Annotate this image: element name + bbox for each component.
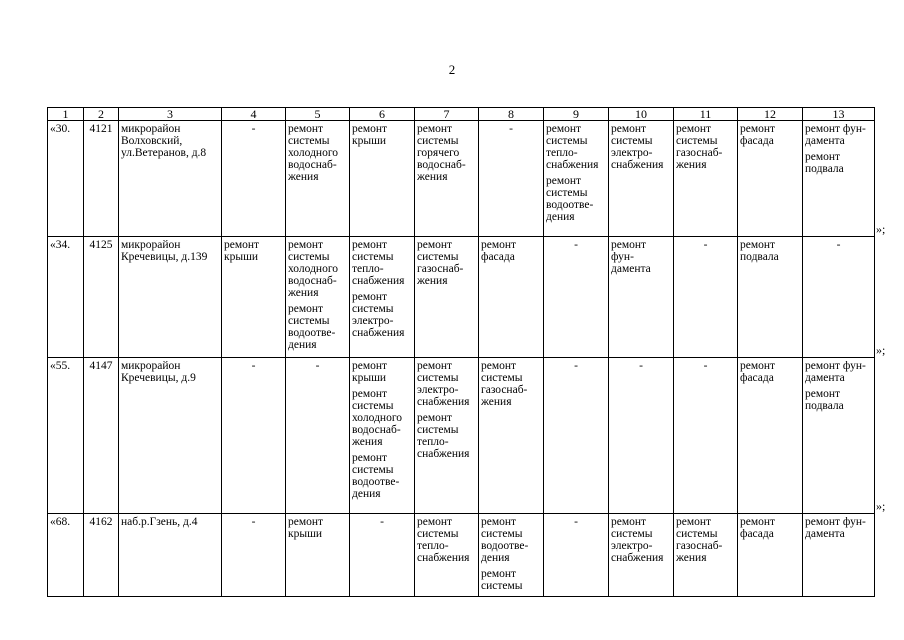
column-header-11: 11	[674, 108, 738, 121]
work-item: ремонт фун-дамента	[611, 239, 651, 275]
work-cell-c12	[738, 358, 803, 514]
work-item: ремонт фасада	[740, 123, 776, 147]
work-cell-c4: -	[222, 358, 286, 514]
work-cell-c9: -	[544, 514, 609, 597]
work-item: ремонт системы газоснаб-жения	[417, 239, 464, 287]
work-cell-c9: -	[544, 358, 609, 514]
work-item: ремонт системы газоснаб-жения	[676, 123, 723, 171]
work-cell-c8: -	[479, 121, 544, 237]
work-cell-c6	[350, 358, 415, 514]
row-number-cell: «68.	[48, 514, 84, 597]
column-header-4: 4	[222, 108, 286, 121]
work-cell-c9: -	[544, 237, 609, 358]
work-item: ремонт системы электро-снабжения	[611, 123, 664, 171]
work-cell-c11: -	[674, 237, 738, 358]
column-header-5: 5	[286, 108, 350, 121]
work-cell-c8	[479, 358, 544, 514]
work-item: ремонт системы тепло-снабжения	[546, 123, 599, 171]
table-row	[48, 514, 875, 597]
work-cell-c7	[415, 237, 479, 358]
work-item: ремонт системы горячего водоснаб-жения	[417, 123, 466, 183]
work-item: ремонт фасада	[740, 360, 776, 384]
work-item: ремонт системы электро-снабжения	[352, 291, 405, 339]
work-item: ремонт фун-дамента	[805, 516, 866, 540]
work-item: ремонт крыши	[288, 516, 324, 540]
row-end-marker: »;	[876, 222, 886, 236]
table-body	[48, 121, 875, 597]
work-item: ремонт фасада	[481, 239, 517, 263]
work-cell-c10	[609, 514, 674, 597]
table-row	[48, 358, 875, 514]
work-item: ремонт системы холодного водоснаб-жения	[288, 239, 339, 299]
column-header-10: 10	[609, 108, 674, 121]
work-cell-c4: -	[222, 121, 286, 237]
column-header-2: 2	[84, 108, 119, 121]
address-cell: микрорайон Волховский, ул.Ветеранов, д.8	[119, 121, 222, 237]
work-item: ремонт системы	[481, 568, 523, 592]
house-code-cell: 4147	[84, 358, 119, 514]
work-cell-c7	[415, 121, 479, 237]
work-cell-c10	[609, 237, 674, 358]
row-end-marker: »;	[876, 343, 886, 357]
work-cell-c6: -	[350, 514, 415, 597]
work-item: ремонт системы газоснаб-жения	[676, 516, 723, 564]
column-header-3: 3	[119, 108, 222, 121]
work-item: ремонт фун-дамента	[805, 360, 866, 384]
header-row	[48, 108, 875, 121]
work-cell-c10	[609, 121, 674, 237]
work-item: ремонт системы водоотве-дения	[288, 303, 336, 351]
work-cell-c6	[350, 237, 415, 358]
work-item: ремонт подвала	[805, 151, 844, 175]
column-header-9: 9	[544, 108, 609, 121]
work-cell-c11	[674, 121, 738, 237]
address-cell: микрорайон Кречевицы, д.139	[119, 237, 222, 358]
work-item: ремонт системы газоснаб-жения	[481, 360, 528, 408]
row-number-cell: «34.	[48, 237, 84, 358]
work-cell-c13	[803, 514, 875, 597]
work-item: ремонт системы водоотве-дения	[546, 175, 594, 223]
work-cell-c11: -	[674, 358, 738, 514]
work-cell-c9	[544, 121, 609, 237]
work-cell-c8	[479, 514, 544, 597]
work-item: ремонт системы водоотве-дения	[352, 452, 400, 500]
column-header-1: 1	[48, 108, 84, 121]
work-cell-c4	[222, 237, 286, 358]
work-item: ремонт крыши	[352, 360, 388, 384]
work-item: ремонт подвала	[740, 239, 779, 263]
work-item: ремонт системы тепло-снабжения	[417, 412, 470, 460]
work-cell-c7	[415, 358, 479, 514]
work-cell-c5	[286, 514, 350, 597]
work-item: ремонт системы электро-снабжения	[611, 516, 664, 564]
row-number-cell: «55.	[48, 358, 84, 514]
house-code-cell: 4121	[84, 121, 119, 237]
work-item: ремонт крыши	[224, 239, 260, 263]
house-code-cell: 4125	[84, 237, 119, 358]
address-cell: наб.р.Гзень, д.4	[119, 514, 222, 597]
work-cell-c12	[738, 121, 803, 237]
table-row	[48, 237, 875, 358]
row-end-marker: »;	[876, 499, 886, 513]
work-cell-c13	[803, 358, 875, 514]
table-row	[48, 121, 875, 237]
work-cell-c8	[479, 237, 544, 358]
work-cell-c5	[286, 237, 350, 358]
work-item: ремонт подвала	[805, 388, 844, 412]
column-header-7: 7	[415, 108, 479, 121]
work-cell-c12	[738, 237, 803, 358]
work-item: ремонт фун-дамента	[805, 123, 866, 147]
work-cell-c12	[738, 514, 803, 597]
column-header-12: 12	[738, 108, 803, 121]
house-code-cell: 4162	[84, 514, 119, 597]
work-item: ремонт системы тепло-снабжения	[352, 239, 405, 287]
work-item: ремонт фасада	[740, 516, 776, 540]
work-cell-c6	[350, 121, 415, 237]
work-cell-c10: -	[609, 358, 674, 514]
work-cell-c4: -	[222, 514, 286, 597]
work-item: ремонт крыши	[352, 123, 388, 147]
column-header-8: 8	[479, 108, 544, 121]
column-header-6: 6	[350, 108, 415, 121]
work-cell-c13	[803, 121, 875, 237]
work-cell-c5	[286, 121, 350, 237]
work-item: ремонт системы холодного водоснаб-жения	[352, 388, 403, 448]
column-header-13: 13	[803, 108, 875, 121]
address-cell: микрорайон Кречевицы, д.9	[119, 358, 222, 514]
work-cell-c7	[415, 514, 479, 597]
work-cell-c13: -	[803, 237, 875, 358]
work-item: ремонт системы тепло-снабжения	[417, 516, 470, 564]
work-cell-c5: -	[286, 358, 350, 514]
repair-schedule-table	[47, 107, 875, 597]
work-item: ремонт системы холодного водоснаб-жения	[288, 123, 339, 183]
work-cell-c11	[674, 514, 738, 597]
row-number-cell: «30.	[48, 121, 84, 237]
page-number: 2	[448, 62, 456, 77]
work-item: ремонт системы водоотве-дения	[481, 516, 529, 564]
work-item: ремонт системы электро-снабжения	[417, 360, 470, 408]
